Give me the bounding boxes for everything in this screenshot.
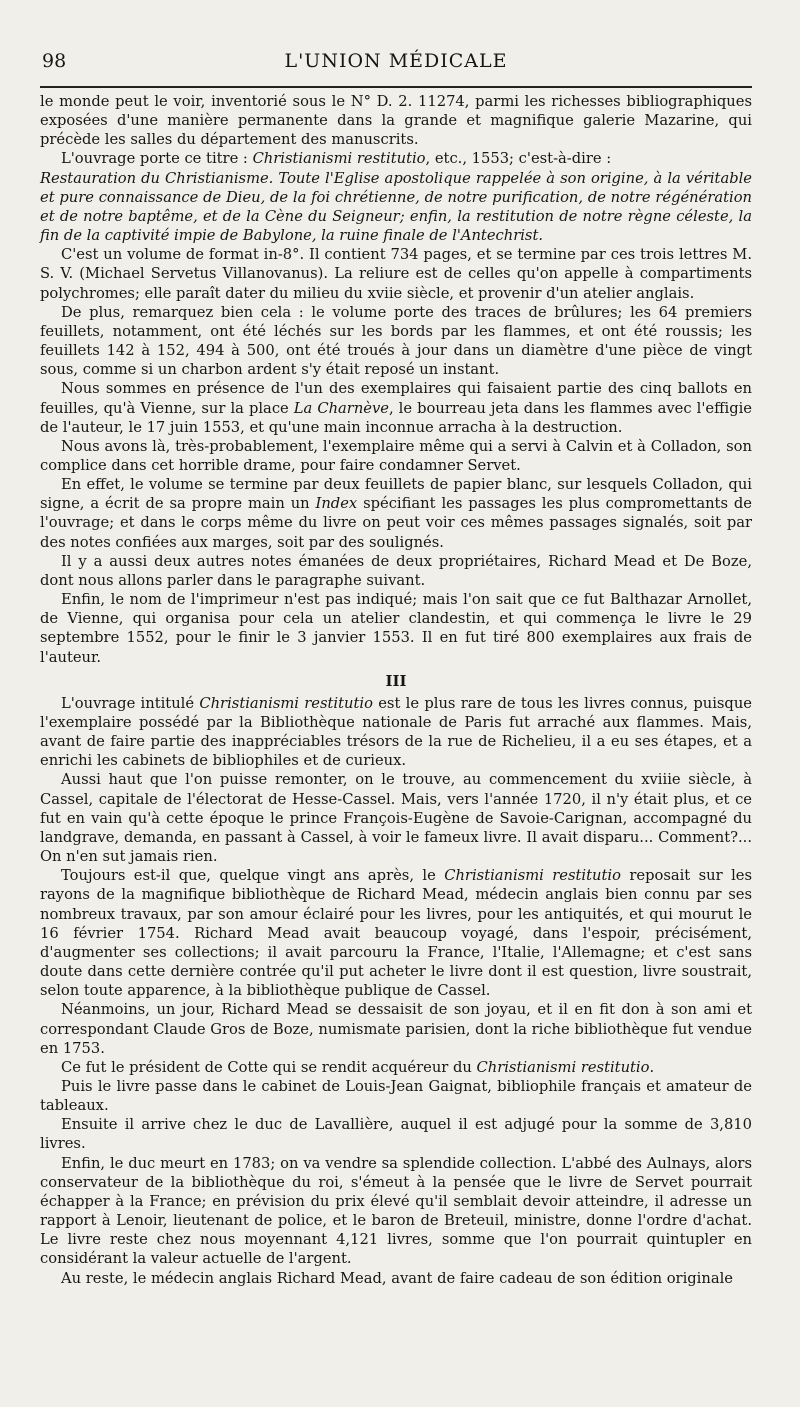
paragraph: Toujours est-il que, quelque vingt ans après, le Christianismi restitutio reposait sur les rayons de la magnifique bibliothèque de Richard Mead, médecin anglais bien connu par ses nombreux travaux, par son amour éclairé pour les livres, pour les antiquités, et qui mourut le 16 février 1754. Richard Mead avait beaucoup voyagé, dans l'espoir, précisément, d'augmenter ses collections; il avait parcouru la France, l'Italie, l'Allemagne; et c'est sans doute dans cette dernière contrée qu'il put acheter le livre dont il est question, livre soustrait, selon toute apparence, à la bibliothèque publique de Cassel. [40, 867, 752, 1000]
paragraph: Enfin, le duc meurt en 1783; on va vendre sa splendide collection. L'abbé des Aulnays, alors conservateur de la bibliothèque du roi, s'émeut à la pensée que le livre de Servet pourrait échapper à la France; en prévision du prix élevé qu'il semblait devoir atteindre, il adresse un rapport à Lenoir, lieutenant de police, et le baron de Breteuil, ministre, donne l'ordre d'achat. Le livre reste chez nous moyennant 4,121 livres, somme que l'on pourrait quintupler en considérant la valeur actuelle de l'argent. [40, 1154, 752, 1268]
paragraph: Enfin, le nom de l'imprimeur n'est pas indiqué; mais l'on sait que ce fut Balthazar Arnollet, de Vienne, qui organisa pour cela un atelier clandestin, et qui commença le livre le 29 septembre 1552, pour le finir le 3 janvier 1553. Il en fut tiré 800 exemplaires aux frais de l'auteur. [40, 591, 752, 666]
paragraph: Ensuite il arrive chez le duc de Lavallière, auquel il est adjugé pour la somme de 3,810 livres. [40, 1116, 752, 1153]
running-title: L'UNION MÉDICALE [284, 50, 508, 72]
paragraphs-before-section [40, 92, 752, 667]
paragraph: Restauration du Christianisme. Toute l'Eglise apostolique rappelée à son origine, à la véritable et pure connaissance de Dieu, de la foi chrétienne, de notre purification, de notre régénération et de notre baptême, et de la Cène du Seigneur; enfin, la restitution de notre règne céleste, la fin de la captivité impie de Babylone, la ruine finale de l'Antechrist. [40, 169, 752, 245]
paragraph: L'ouvrage intitulé Christianismi restitutio est le plus rare de tous les livres connus, puisque l'exemplaire possédé par la Bibliothèque nationale de Paris fut arraché aux flammes. Mais, avant de faire partie des inappréciables trésors de la rue de Richelieu, il a eu ses étapes, et a enrichi les cabinets de bibliophiles et de curieux. [40, 694, 752, 770]
paragraph: L'ouvrage porte ce titre : Christianismi restitutio, etc., 1553; c'est-à-dire : [61, 150, 612, 168]
paragraph: Il y a aussi deux autres notes émanées de deux propriétaires, Richard Mead et De Boze, dont nous allons parler dans le paragraphe suivant. [40, 552, 752, 589]
paragraph: Au reste, le médecin anglais Richard Mead, avant de faire cadeau de son édition originale [61, 1269, 733, 1287]
paragraph: C'est un volume de format in-8°. Il contient 734 pages, et se termine par ces trois lettres M. S. V. (Michael Servetus Villanovanus). La reliure est de celles qu'on appelle à compartiments polychromes; elle paraît dater du milieu du xviie siècle, et provenir d'un atelier anglais. [40, 246, 752, 302]
paragraph: Puis le livre passe dans le cabinet de Louis-Jean Gaignat, bibliophile français et amateur de tableaux. [40, 1077, 752, 1115]
paragraph: Aussi haut que l'on puisse remonter, on le trouve, au commencement du xviiie siècle, à Cassel, capitale de l'électorat de Hesse-Cassel. Mais, vers l'année 1720, il n'y était plus, et ce fut en vain qu'à cette époque le prince François-Eugène de Savoie-Carignan, accompagné du landgrave, demanda, en passant à Cassel, à voir le fameux livre. Il avait disparu... Comment?... On n'en sut jamais rien. [40, 771, 752, 866]
paragraph: le monde peut le voir, inventorié sous le N° D. 2. 11274, parmi les richesses bibliographiques exposées d'une manière permanente dans la grande et magnifique galerie Mazarine, qui précède les salles du département des manuscrits. [40, 93, 752, 149]
header-rule [40, 86, 752, 88]
page-number: 98 [42, 50, 67, 72]
page-header [40, 50, 752, 76]
paragraph: En effet, le volume se termine par deux feuillets de papier blanc, sur lesquels Colladon, qui signe, a écrit de sa propre main un Index spécifiant les passages les plus compromettants de l'ouvrage; et dans le corps même du livre on peut voir ces mêmes passages signalés, soit par des notes confiées aux marges, soit par des soulignés. [40, 476, 752, 551]
paragraph: Ce fut le président de Cotte qui se rendit acquéreur du Christianismi restitutio. [61, 1058, 655, 1076]
paragraph: Nous avons là, très-probablement, l'exemplaire même qui a servi à Calvin et à Colladon, son complice dans cet horrible drame, pour faire condamner Servet. [40, 437, 752, 474]
paragraph: Nous sommes en présence de l'un des exemplaires qui faisaient partie des cinq ballots en feuilles, qu'à Vienne, sur la place La Charnève, le bourreau jeta dans les flammes avec l'effigie de l'auteur, le 17 juin 1553, et qu'une main inconnue arracha à la destruction. [40, 380, 753, 436]
article-body [40, 92, 752, 1288]
paragraph: Néanmoins, un jour, Richard Mead se dessaisit de son joyau, et il en fit don à son ami et correspondant Claude Gros de Boze, numismate parisien, dont la riche bibliothèque fut vendue en 1753. [40, 1001, 752, 1057]
paragraphs-after-section [40, 694, 752, 1288]
paragraph: De plus, remarquez bien cela : le volume porte des traces de brûlures; les 64 premiers feuillets, notamment, ont été léchés sur les bords par les flammes, et ont été roussis; les feuillets 142 à 152, 494 à 500, ont été troués à jour dans un diamètre d'une pièce de vingt sous, comme si un charbon ardent s'y était reposé un instant. [40, 303, 752, 379]
section-number: III [385, 671, 407, 690]
